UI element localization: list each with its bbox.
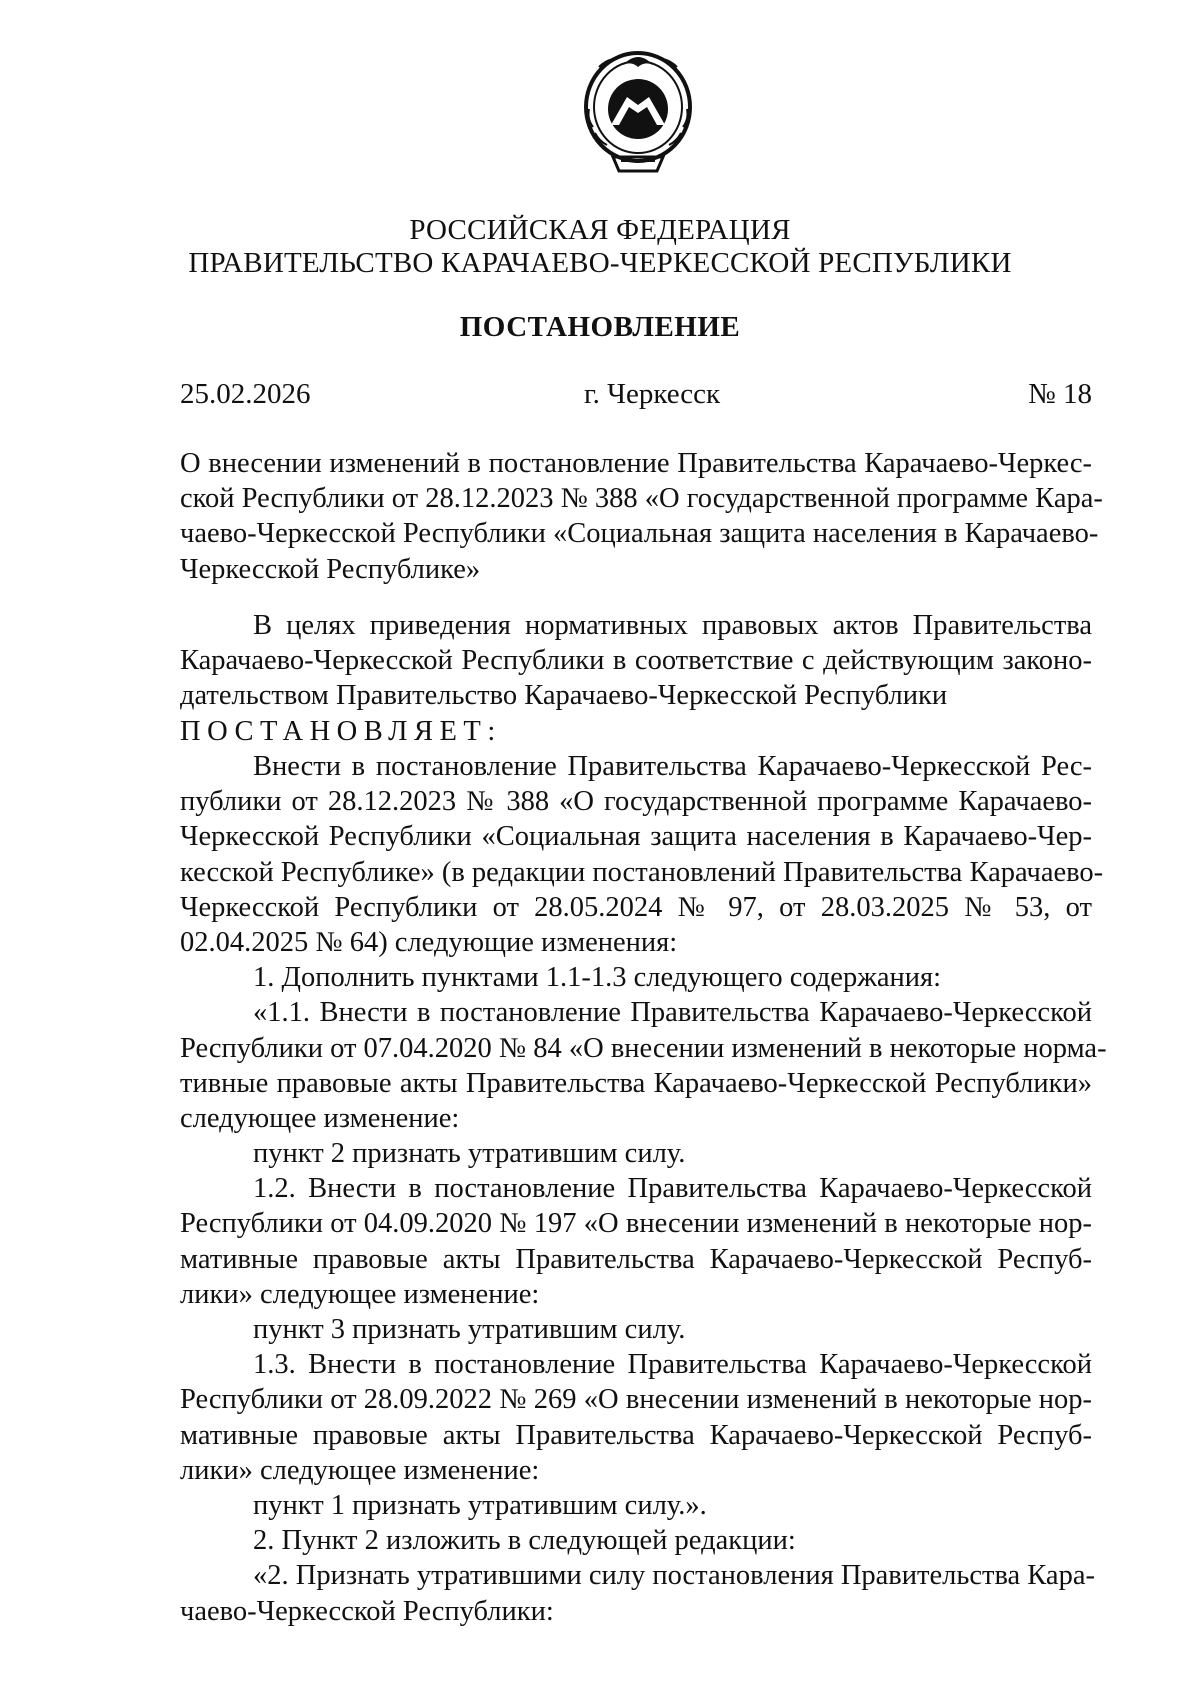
body-line: пункт 1 признать утратившим силу.». [253, 1489, 707, 1521]
body-line: пункт 2 признать утратившим силу. [253, 1138, 686, 1170]
decree-word: ПОСТАНОВЛЯЕТ: [180, 715, 502, 747]
body-line: Республики от 28.09.2022 № 269 «О внесении изменений в некоторые нор- [180, 1384, 1092, 1416]
preamble-line: Карачаево-Черкесской Республики в соответствие с действующим законо- [180, 645, 1092, 677]
body-line: Республики от 04.09.2020 № 197 «О внесении изменений в некоторые нор- [180, 1208, 1092, 1240]
document-number: № 18 [1028, 378, 1092, 410]
body-line: следующее изменение: [180, 1102, 460, 1134]
preamble-line: дательством Правительство Карачаево-Черкесской Республики [180, 680, 948, 712]
document-city: г. Черкесск [584, 378, 721, 410]
body-line: Черкесской Республики от 28.05.2024 № 97, от 28.03.2025 № 53, от [180, 891, 1092, 923]
body-line: кесской Республике» (в редакции постановлений Правительства Карачаево- [180, 856, 1104, 888]
body-line: мативные правовые акты Правительства Карачаево-Черкесской Респуб- [180, 1419, 1092, 1451]
body-line: лики» следующее изменение: [180, 1278, 540, 1310]
subject-line: чаево-Черкесской Республики «Социальная защита населения в Карачаево- [180, 518, 1099, 550]
resolution-subject [180, 446, 1103, 587]
coat-of-arms-emblem [575, 45, 701, 179]
body-line: 1. Дополнить пунктами 1.1-1.3 следующего содержания: [253, 962, 942, 994]
body-line: Черкесской Республики «Социальная защита населения в Карачаево-Чер- [180, 821, 1092, 853]
body-line: чаево-Черкесской Республики: [180, 1595, 554, 1627]
resolution-body [180, 749, 1107, 1629]
body-line: «1.1. Внести в постановление Правительства Карачаево-Черкесской [253, 997, 1092, 1029]
body-line: тивные правовые акты Правительства Карачаево-Черкесской Республики» [180, 1067, 1092, 1099]
preamble-line: В целях приведения нормативных правовых актов Правительства [253, 610, 1092, 641]
body-line: 2. Пункт 2 изложить в следующей редакции: [253, 1525, 796, 1557]
document-date: 25.02.2026 [180, 378, 311, 410]
body-line: 02.04.2025 № 64) следующие изменения: [180, 926, 678, 958]
subject-line: О внесении изменений в постановление Правительства Карачаево-Черкес- [180, 448, 1092, 479]
subject-line: ской Республики от 28.12.2023 № 388 «О государственной программе Кара- [180, 483, 1103, 515]
body-line: лики» следующее изменение: [180, 1454, 540, 1486]
body-line: «2. Признать утратившими силу постановления Правительства Кара- [253, 1560, 1095, 1592]
body-line: Республики от 07.04.2020 № 84 «О внесении изменений в некоторые норма- [180, 1032, 1107, 1064]
authority-heading: ПРАВИТЕЛЬСТВО КАРАЧАЕВО-ЧЕРКЕССКОЙ РЕСПУБЛИКИ [188, 247, 1012, 279]
document-type-title: ПОСТАНОВЛЕНИЕ [459, 311, 741, 343]
body-line: 1.2. Внести в постановление Правительства Карачаево-Черкесской [253, 1173, 1092, 1205]
body-line: 1.3. Внести в постановление Правительства Карачаево-Черкесской [253, 1349, 1092, 1381]
body-line: публики от 28.12.2023 № 388 «О государственной программе Карачаево- [180, 786, 1092, 818]
body-line: пункт 3 признать утратившим силу. [253, 1314, 686, 1345]
preamble [180, 608, 1092, 749]
subject-line: Черкесской Республике» [180, 553, 481, 585]
country-heading: РОССИЙСКАЯ ФЕДЕРАЦИЯ [409, 214, 791, 246]
body-line: Внести в постановление Правительства Карачаево-Черкесской Рес- [253, 751, 1092, 782]
body-line: мативные правовые акты Правительства Карачаево-Черкесской Респуб- [180, 1243, 1092, 1275]
